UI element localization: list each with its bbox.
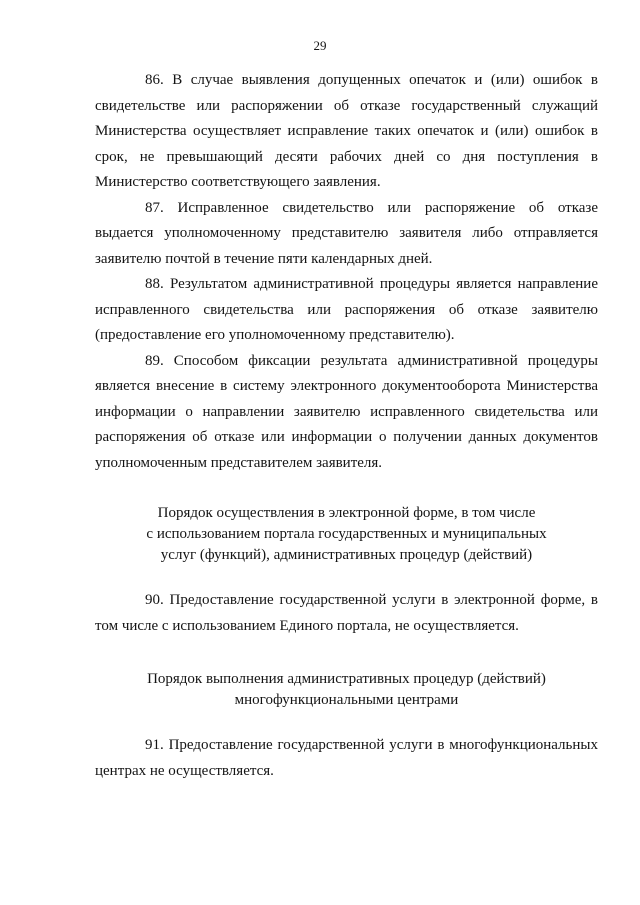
section-heading-electronic-form [95,503,598,566]
paragraph-86: 86. В случае выявления допущенных опечаток и (или) ошибок в свидетельстве или распоряжении об отказе государственный служащий Министерства осуществляет исправление таких опечаток и (или) ошибок в срок, не превышающий десяти рабочих дней со дня поступления в Министерство соответствующего заявления. [95,72,598,190]
paragraph-89: 89. Способом фиксации результата административной процедуры является внесение в систему электронного документооборота Министерства информации о направлении заявителю исправленного свидетельства или распоряжения об отказе или информации о получении данных документов уполномоченным представителем заявителя. [95,352,598,471]
heading-line: многофункциональными центрами [234,692,459,708]
section-heading-mfc [95,669,598,711]
page-number: 29 [313,38,327,53]
heading-line: услуг (функций), административных процедур (действий) [160,547,533,563]
paragraph-87: 87. Исправленное свидетельство или распоряжение об отказе выдается уполномоченному представителю заявителя либо отправляется заявителю почтой в течение пяти календарных дней. [95,199,598,267]
paragraph-91: 91. Предоставление государственной услуги в многофункциональных центрах не осуществляется. [95,737,598,779]
document-body [95,68,598,784]
heading-line: с использованием портала государственных и муниципальных [146,526,547,542]
paragraph-88: 88. Результатом административной процедуры является направление исправленного свидетельства или распоряжения об отказе заявителю (предоставление его уполномоченному представителю). [95,276,598,343]
heading-line: Порядок выполнения административных процедур (действий) [147,671,546,687]
heading-line: Порядок осуществления в электронной форме, в том числе [157,505,536,521]
paragraph-90: 90. Предоставление государственной услуги в электронной форме, в том числе с использованием Единого портала, не осуществляется. [95,592,598,634]
